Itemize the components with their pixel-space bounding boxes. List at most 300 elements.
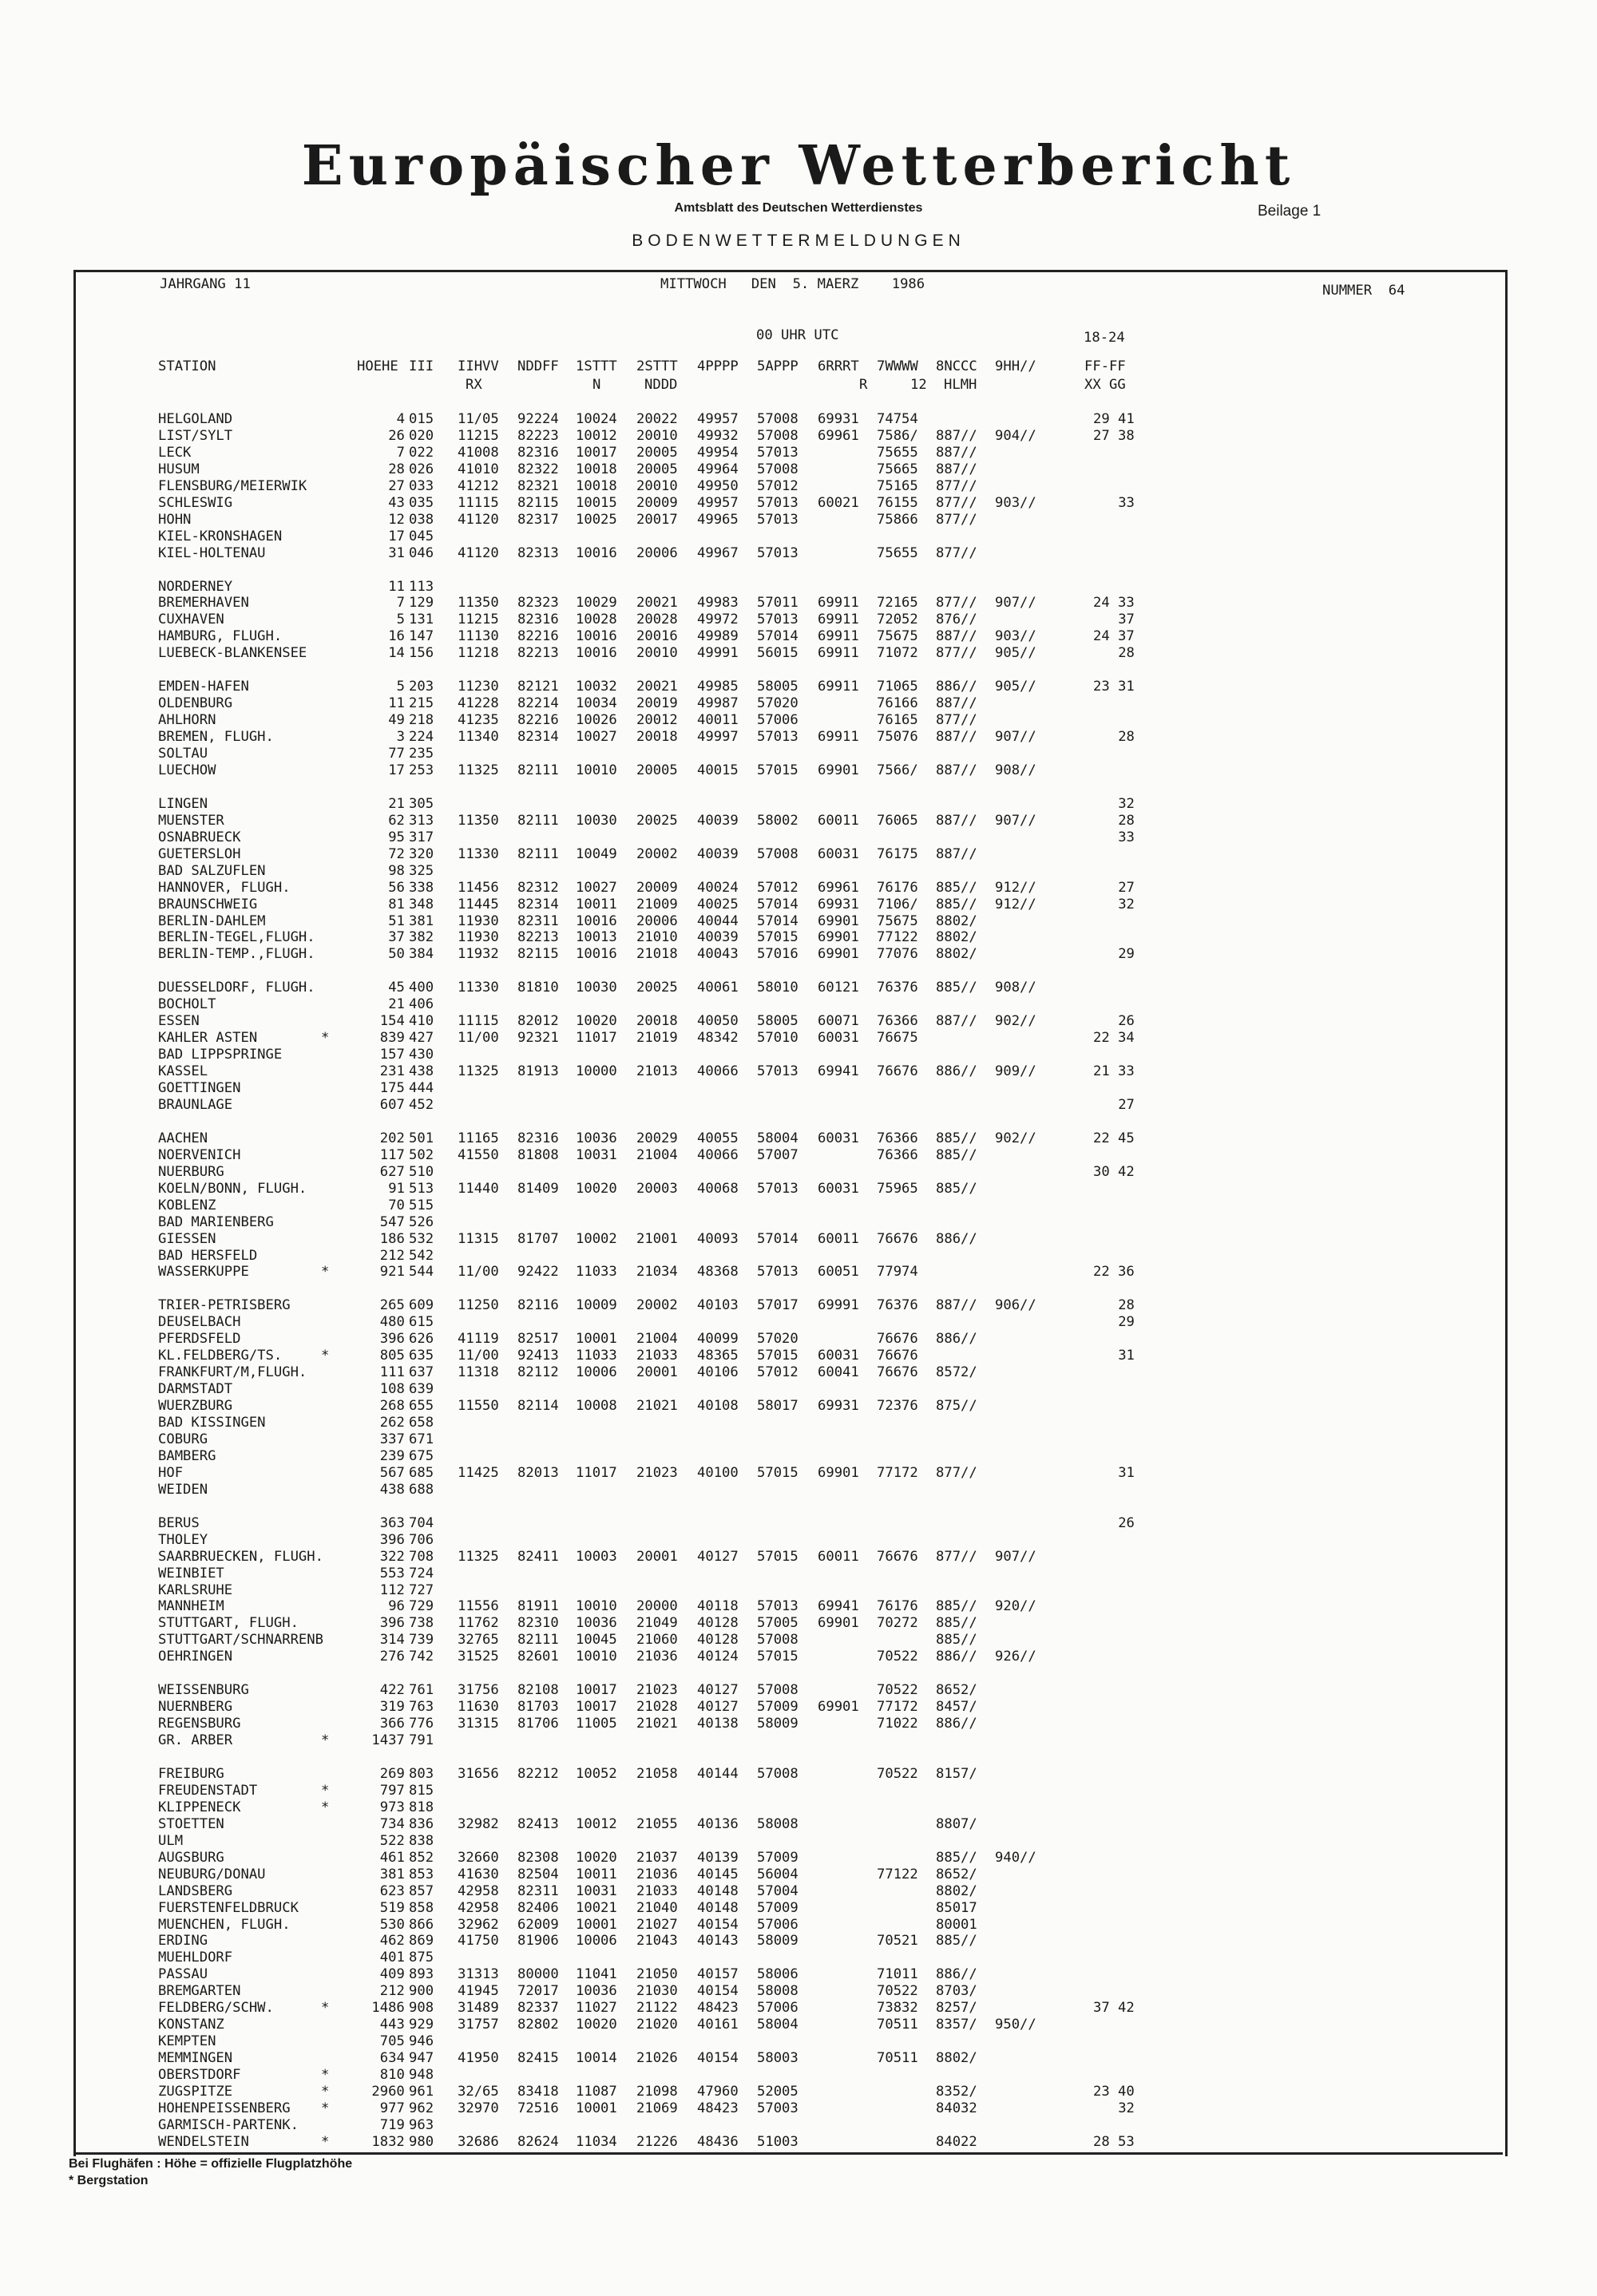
iii: 900 bbox=[409, 1983, 434, 1999]
7wwww: 72052 bbox=[877, 612, 918, 627]
9hh: 909// bbox=[995, 1063, 1036, 1079]
station-name: PASSAU bbox=[158, 1966, 208, 1982]
1sttt: 10013 bbox=[576, 929, 617, 945]
1sttt: 10020 bbox=[576, 1850, 617, 1866]
2sttt: 21001 bbox=[636, 1231, 678, 1247]
station-name: OBERSTDORF bbox=[158, 2067, 241, 2083]
iii: 381 bbox=[409, 913, 434, 929]
8nccc: 84032 bbox=[936, 2100, 977, 2116]
hoehe: 157 bbox=[379, 1047, 405, 1063]
iii: 305 bbox=[409, 796, 434, 812]
station-name: WASSERKUPPE bbox=[158, 1264, 249, 1280]
station-name: FLENSBURG/MEIERWIK bbox=[158, 478, 307, 494]
2sttt: 21122 bbox=[636, 2000, 678, 2016]
hoehe: 28 bbox=[388, 461, 405, 477]
5appp: 57008 bbox=[757, 1682, 798, 1698]
iii: 635 bbox=[409, 1348, 434, 1364]
hoehe: 3 bbox=[396, 729, 405, 745]
column-subheader: XX GG bbox=[1084, 377, 1126, 393]
nddff: 82214 bbox=[517, 695, 559, 711]
7wwww: 73832 bbox=[877, 2000, 918, 2016]
station-name: OLDENBURG bbox=[158, 695, 233, 711]
iihvv: 32982 bbox=[458, 1816, 499, 1832]
station-name: WEIDEN bbox=[158, 1482, 208, 1498]
hoehe: 705 bbox=[379, 2033, 405, 2049]
nddff: 82413 bbox=[517, 1816, 559, 1832]
2sttt: 20002 bbox=[636, 1297, 678, 1313]
2sttt: 21033 bbox=[636, 1883, 678, 1899]
iihvv: 11/00 bbox=[458, 1264, 499, 1280]
nddff: 82311 bbox=[517, 913, 559, 929]
iii: 946 bbox=[409, 2033, 434, 2049]
ff-ff: 28 bbox=[1118, 813, 1135, 829]
nddff: 82216 bbox=[517, 712, 559, 728]
station-name: KIEL-KRONSHAGEN bbox=[158, 528, 283, 544]
2sttt: 21034 bbox=[636, 1264, 678, 1280]
4pppp: 40148 bbox=[697, 1900, 739, 1916]
nddff: 82311 bbox=[517, 1883, 559, 1899]
ff-ff: 33 bbox=[1118, 829, 1135, 845]
8nccc: 8357/ bbox=[936, 2017, 977, 2033]
4pppp: 49932 bbox=[697, 428, 739, 444]
station-name: BREMEN, FLUGH. bbox=[158, 729, 274, 745]
4pppp: 48423 bbox=[697, 2100, 739, 2116]
7wwww: 77172 bbox=[877, 1465, 918, 1481]
nddff: 82316 bbox=[517, 445, 559, 461]
station-name: STUTTGART, FLUGH. bbox=[158, 1615, 299, 1631]
station-name: FREIBURG bbox=[158, 1766, 224, 1782]
station-name: WUERZBURG bbox=[158, 1398, 233, 1414]
1sttt: 10025 bbox=[576, 512, 617, 528]
iihvv: 11250 bbox=[458, 1297, 499, 1313]
4pppp: 40039 bbox=[697, 846, 739, 862]
station-name: AUGSBURG bbox=[158, 1850, 224, 1866]
iihvv: 11340 bbox=[458, 729, 499, 745]
7wwww: 75655 bbox=[877, 445, 918, 461]
5appp: 57020 bbox=[757, 695, 798, 711]
8nccc: 887// bbox=[936, 695, 977, 711]
iihvv: 11325 bbox=[458, 1549, 499, 1565]
iihvv: 11/05 bbox=[458, 411, 499, 427]
iihvv: 11556 bbox=[458, 1598, 499, 1614]
hoehe: 1832 bbox=[371, 2134, 405, 2150]
iii: 815 bbox=[409, 1783, 434, 1799]
5appp: 57015 bbox=[757, 1549, 798, 1565]
station-name: ZUGSPITZE bbox=[158, 2084, 233, 2100]
6rrrt: 60011 bbox=[818, 1549, 859, 1565]
hoehe: 810 bbox=[379, 2067, 405, 2083]
iii: 438 bbox=[409, 1063, 434, 1079]
station-name: CUXHAVEN bbox=[158, 612, 224, 627]
iii: 515 bbox=[409, 1197, 434, 1213]
hoehe: 49 bbox=[388, 712, 405, 728]
5appp: 57008 bbox=[757, 1632, 798, 1648]
iii: 857 bbox=[409, 1883, 434, 1899]
4pppp: 40108 bbox=[697, 1398, 739, 1414]
iii: 035 bbox=[409, 495, 434, 511]
nddff: 82314 bbox=[517, 897, 559, 912]
hoehe: 11 bbox=[388, 579, 405, 595]
7wwww: 72376 bbox=[877, 1398, 918, 1414]
5appp: 57013 bbox=[757, 612, 798, 627]
2sttt: 21004 bbox=[636, 1331, 678, 1347]
6rrrt: 60031 bbox=[818, 1030, 859, 1046]
6rrrt: 60031 bbox=[818, 846, 859, 862]
1sttt: 10018 bbox=[576, 461, 617, 477]
4pppp: 48436 bbox=[697, 2134, 739, 2150]
iihvv: 11330 bbox=[458, 846, 499, 862]
hoehe: 111 bbox=[379, 1364, 405, 1380]
5appp: 57009 bbox=[757, 1900, 798, 1916]
hoehe: 1437 bbox=[371, 1732, 405, 1748]
station-name: BAD LIPPSPRINGE bbox=[158, 1047, 283, 1063]
6rrrt: 69991 bbox=[818, 1297, 859, 1313]
4pppp: 40043 bbox=[697, 946, 739, 962]
station-name: BAD HERSFELD bbox=[158, 1248, 258, 1264]
8nccc: 8703/ bbox=[936, 1983, 977, 1999]
8nccc: 887// bbox=[936, 461, 977, 477]
nddff: 82312 bbox=[517, 880, 559, 896]
station-name: EMDEN-HAFEN bbox=[158, 679, 249, 695]
hoehe: 7 bbox=[396, 445, 405, 461]
8nccc: 885// bbox=[936, 1615, 977, 1631]
2sttt: 21058 bbox=[636, 1766, 678, 1782]
2sttt: 21021 bbox=[636, 1398, 678, 1414]
4pppp: 40093 bbox=[697, 1231, 739, 1247]
8nccc: 885// bbox=[936, 1130, 977, 1146]
1sttt: 11034 bbox=[576, 2134, 617, 2150]
iii: 742 bbox=[409, 1649, 434, 1665]
7wwww: 7106/ bbox=[877, 897, 918, 912]
station-name: PFERDSFELD bbox=[158, 1331, 241, 1347]
5appp: 57013 bbox=[757, 445, 798, 461]
hoehe: 422 bbox=[379, 1682, 405, 1698]
iii: 763 bbox=[409, 1699, 434, 1715]
7wwww: 7586/ bbox=[877, 428, 918, 444]
1sttt: 10006 bbox=[576, 1364, 617, 1380]
column-subheader: NDDD bbox=[644, 377, 678, 393]
ff-ff: 31 bbox=[1118, 1348, 1135, 1364]
station-name: FRANKFURT/M,FLUGH. bbox=[158, 1364, 307, 1380]
iii: 317 bbox=[409, 829, 434, 845]
9hh: 926// bbox=[995, 1649, 1036, 1665]
hoehe: 461 bbox=[379, 1850, 405, 1866]
hoehe: 623 bbox=[379, 1883, 405, 1899]
2sttt: 21018 bbox=[636, 946, 678, 962]
iii: 544 bbox=[409, 1264, 434, 1280]
issue-date: MITTWOCH DEN 5. MAERZ 1986 bbox=[660, 276, 925, 292]
4pppp: 49957 bbox=[697, 495, 739, 511]
1sttt: 10000 bbox=[576, 1063, 617, 1079]
iii: 532 bbox=[409, 1231, 434, 1247]
8nccc: 876// bbox=[936, 612, 977, 627]
2sttt: 20005 bbox=[636, 445, 678, 461]
5appp: 57013 bbox=[757, 1264, 798, 1280]
8nccc: 85017 bbox=[936, 1900, 977, 1916]
iihvv: 11425 bbox=[458, 1465, 499, 1481]
hoehe: 734 bbox=[379, 1816, 405, 1832]
iii: 400 bbox=[409, 980, 434, 996]
hoehe: 797 bbox=[379, 1783, 405, 1799]
ff-ff: 31 bbox=[1118, 1465, 1135, 1481]
4pppp: 40128 bbox=[697, 1615, 739, 1631]
iii: 761 bbox=[409, 1682, 434, 1698]
hoehe: 553 bbox=[379, 1566, 405, 1581]
iihvv: 11230 bbox=[458, 679, 499, 695]
2sttt: 20012 bbox=[636, 712, 678, 728]
7wwww: 76376 bbox=[877, 1297, 918, 1313]
5appp: 58002 bbox=[757, 813, 798, 829]
4pppp: 48423 bbox=[697, 2000, 739, 2016]
hoehe: 262 bbox=[379, 1415, 405, 1431]
4pppp: 49997 bbox=[697, 729, 739, 745]
iihvv: 11440 bbox=[458, 1181, 499, 1197]
iihvv: 41750 bbox=[458, 1933, 499, 1949]
hoehe: 21 bbox=[388, 796, 405, 812]
iihvv: 41945 bbox=[458, 1983, 499, 1999]
7wwww: 71065 bbox=[877, 679, 918, 695]
5appp: 52005 bbox=[757, 2084, 798, 2100]
station-name: KEMPTEN bbox=[158, 2033, 216, 2049]
2sttt: 21037 bbox=[636, 1850, 678, 1866]
7wwww: 75165 bbox=[877, 478, 918, 494]
iihvv: 11130 bbox=[458, 628, 499, 644]
4pppp: 40011 bbox=[697, 712, 739, 728]
iii: 147 bbox=[409, 628, 434, 644]
iii: 791 bbox=[409, 1732, 434, 1748]
iihvv: 11325 bbox=[458, 762, 499, 778]
7wwww: 76366 bbox=[877, 1147, 918, 1163]
iii: 685 bbox=[409, 1465, 434, 1481]
station-name: REGENSBURG bbox=[158, 1716, 241, 1732]
1sttt: 10017 bbox=[576, 1699, 617, 1715]
iii: 869 bbox=[409, 1933, 434, 1949]
nddff: 82337 bbox=[517, 2000, 559, 2016]
5appp: 57015 bbox=[757, 762, 798, 778]
2sttt: 21033 bbox=[636, 1348, 678, 1364]
8nccc: 8572/ bbox=[936, 1364, 977, 1380]
2sttt: 21060 bbox=[636, 1632, 678, 1648]
4pppp: 40061 bbox=[697, 980, 739, 996]
ff-ff: 28 53 bbox=[1093, 2134, 1135, 2150]
iii: 215 bbox=[409, 695, 434, 711]
column-header-ffff: FF-FF bbox=[1084, 358, 1126, 374]
column-header-4pppp: 4PPPP bbox=[697, 358, 739, 374]
1sttt: 10001 bbox=[576, 1917, 617, 1933]
column-header-nddff: NDDFF bbox=[517, 358, 559, 374]
station-name: KARLSRUHE bbox=[158, 1582, 233, 1598]
ff-ff: 32 bbox=[1118, 796, 1135, 812]
nddff: 82313 bbox=[517, 545, 559, 561]
8nccc: 886// bbox=[936, 1331, 977, 1347]
2sttt: 20025 bbox=[636, 980, 678, 996]
iii: 430 bbox=[409, 1047, 434, 1063]
5appp: 57007 bbox=[757, 1147, 798, 1163]
5appp: 58005 bbox=[757, 1013, 798, 1029]
8nccc: 885// bbox=[936, 880, 977, 896]
6rrrt: 69931 bbox=[818, 897, 859, 912]
iii: 739 bbox=[409, 1632, 434, 1648]
2sttt: 20003 bbox=[636, 1181, 678, 1197]
4pppp: 40127 bbox=[697, 1549, 739, 1565]
iii: 045 bbox=[409, 528, 434, 544]
7wwww: 76166 bbox=[877, 695, 918, 711]
iii: 384 bbox=[409, 946, 434, 962]
5appp: 57008 bbox=[757, 411, 798, 427]
mountain-marker: * bbox=[321, 2134, 330, 2150]
6rrrt: 69901 bbox=[818, 1699, 859, 1715]
iii: 348 bbox=[409, 897, 434, 912]
7wwww: 76366 bbox=[877, 1013, 918, 1029]
9hh: 920// bbox=[995, 1598, 1036, 1614]
iihvv: 11215 bbox=[458, 612, 499, 627]
1sttt: 11017 bbox=[576, 1030, 617, 1046]
iihvv: 32962 bbox=[458, 1917, 499, 1933]
4pppp: 49957 bbox=[697, 411, 739, 427]
hoehe: 268 bbox=[379, 1398, 405, 1414]
6rrrt: 69901 bbox=[818, 1615, 859, 1631]
8nccc: 885// bbox=[936, 1850, 977, 1866]
1sttt: 10017 bbox=[576, 1682, 617, 1698]
hoehe: 547 bbox=[379, 1214, 405, 1230]
hoehe: 921 bbox=[379, 1264, 405, 1280]
hoehe: 627 bbox=[379, 1164, 405, 1180]
iii: 853 bbox=[409, 1866, 434, 1882]
7wwww: 70522 bbox=[877, 1649, 918, 1665]
4pppp: 40127 bbox=[697, 1699, 739, 1715]
hoehe: 401 bbox=[379, 1950, 405, 1965]
2sttt: 20001 bbox=[636, 1364, 678, 1380]
5appp: 57004 bbox=[757, 1883, 798, 1899]
iii: 947 bbox=[409, 2050, 434, 2066]
nddff: 82517 bbox=[517, 1331, 559, 1347]
station-name: BERUS bbox=[158, 1515, 200, 1531]
1sttt: 10029 bbox=[576, 595, 617, 611]
iii: 046 bbox=[409, 545, 434, 561]
4pppp: 49950 bbox=[697, 478, 739, 494]
hoehe: 381 bbox=[379, 1866, 405, 1882]
nddff: 82316 bbox=[517, 1130, 559, 1146]
iii: 908 bbox=[409, 2000, 434, 2016]
station-name: WEINBIET bbox=[158, 1566, 224, 1581]
nddff: 82213 bbox=[517, 929, 559, 945]
2sttt: 20010 bbox=[636, 478, 678, 494]
ff-ff: 21 33 bbox=[1093, 1063, 1135, 1079]
1sttt: 10014 bbox=[576, 2050, 617, 2066]
hoehe: 112 bbox=[379, 1582, 405, 1598]
nddff: 82322 bbox=[517, 461, 559, 477]
8nccc: 8802/ bbox=[936, 1883, 977, 1899]
hoehe: 175 bbox=[379, 1080, 405, 1096]
8nccc: 8257/ bbox=[936, 2000, 977, 2016]
4pppp: 49989 bbox=[697, 628, 739, 644]
nddff: 82013 bbox=[517, 1465, 559, 1481]
2sttt: 21036 bbox=[636, 1866, 678, 1882]
mountain-marker: * bbox=[321, 2000, 330, 2016]
7wwww: 70522 bbox=[877, 1766, 918, 1782]
station-name: BERLIN-TEGEL,FLUGH. bbox=[158, 929, 315, 945]
1sttt: 10020 bbox=[576, 1181, 617, 1197]
2sttt: 21027 bbox=[636, 1917, 678, 1933]
column-header-hoehe: HOEHE bbox=[357, 358, 398, 374]
8nccc: 877// bbox=[936, 645, 977, 661]
8nccc: 886// bbox=[936, 1716, 977, 1732]
7wwww: 76676 bbox=[877, 1348, 918, 1364]
4pppp: 40024 bbox=[697, 880, 739, 896]
hoehe: 366 bbox=[379, 1716, 405, 1732]
6rrrt: 69931 bbox=[818, 1398, 859, 1414]
2sttt: 20005 bbox=[636, 461, 678, 477]
iii: 637 bbox=[409, 1364, 434, 1380]
iii: 929 bbox=[409, 2017, 434, 2033]
8nccc: 885// bbox=[936, 897, 977, 912]
5appp: 57012 bbox=[757, 478, 798, 494]
1sttt: 10036 bbox=[576, 1130, 617, 1146]
station-name: ERDING bbox=[158, 1933, 208, 1949]
1sttt: 10010 bbox=[576, 1598, 617, 1614]
7wwww: 76676 bbox=[877, 1063, 918, 1079]
beilage-label: Beilage 1 bbox=[1258, 203, 1322, 220]
column-header-2sttt: 2STTT bbox=[636, 358, 678, 374]
8nccc: 887// bbox=[936, 846, 977, 862]
2sttt: 20009 bbox=[636, 495, 678, 511]
6rrrt: 69901 bbox=[818, 762, 859, 778]
station-name: DARMSTADT bbox=[158, 1381, 233, 1397]
nddff: 81906 bbox=[517, 1933, 559, 1949]
6rrrt: 60011 bbox=[818, 813, 859, 829]
nddff: 82216 bbox=[517, 628, 559, 644]
5appp: 57020 bbox=[757, 1331, 798, 1347]
hoehe: 5 bbox=[396, 612, 405, 627]
iii: 218 bbox=[409, 712, 434, 728]
4pppp: 40138 bbox=[697, 1716, 739, 1732]
5appp: 57005 bbox=[757, 1615, 798, 1631]
7wwww: 75965 bbox=[877, 1181, 918, 1197]
jahrgang-label: JAHRGANG 11 bbox=[160, 276, 251, 292]
station-name: BAD MARIENBERG bbox=[158, 1214, 274, 1230]
nddff: 82223 bbox=[517, 428, 559, 444]
hoehe: 212 bbox=[379, 1248, 405, 1264]
5appp: 58006 bbox=[757, 1966, 798, 1982]
5appp: 57015 bbox=[757, 1649, 798, 1665]
hoehe: 43 bbox=[388, 495, 405, 511]
4pppp: 40143 bbox=[697, 1933, 739, 1949]
iihvv: 41228 bbox=[458, 695, 499, 711]
1sttt: 11033 bbox=[576, 1264, 617, 1280]
station-name: FELDBERG/SCHW. bbox=[158, 2000, 274, 2016]
2sttt: 21019 bbox=[636, 1030, 678, 1046]
hoehe: 108 bbox=[379, 1381, 405, 1397]
nddff: 81409 bbox=[517, 1181, 559, 1197]
4pppp: 40145 bbox=[697, 1866, 739, 1882]
station-name: MUENSTER bbox=[158, 813, 224, 829]
station-name: BRAUNLAGE bbox=[158, 1097, 233, 1113]
8nccc: 886// bbox=[936, 1966, 977, 1982]
hoehe: 839 bbox=[379, 1030, 405, 1046]
hoehe: 396 bbox=[379, 1331, 405, 1347]
1sttt: 11027 bbox=[576, 2000, 617, 2016]
2sttt: 21021 bbox=[636, 1716, 678, 1732]
iii: 406 bbox=[409, 996, 434, 1012]
column-header-6rrrt: 6RRRT bbox=[818, 358, 859, 374]
iii: 129 bbox=[409, 595, 434, 611]
6rrrt: 60031 bbox=[818, 1181, 859, 1197]
8nccc: 877// bbox=[936, 1465, 977, 1481]
1sttt: 10026 bbox=[576, 712, 617, 728]
station-name: LIST/SYLT bbox=[158, 428, 233, 444]
ff-ff: 24 33 bbox=[1093, 595, 1135, 611]
station-name: GARMISCH-PARTENK. bbox=[158, 2117, 299, 2133]
